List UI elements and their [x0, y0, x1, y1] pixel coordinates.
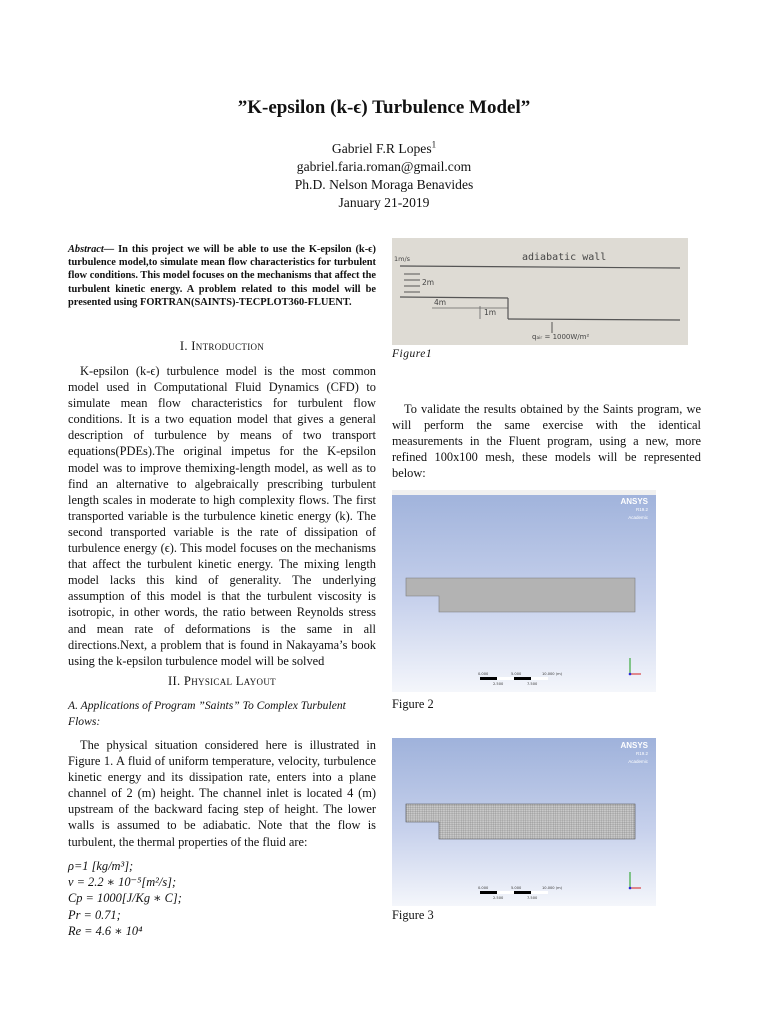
advisor-name: Ph.D. Nelson Moraga Benavides — [294, 177, 474, 192]
wall-heat-flux-label: qₐᵢᵣ = 1000W/m² — [532, 333, 590, 341]
fig3-scale-2-5: 2.500 — [493, 896, 504, 900]
abstract-text: In this project we will be able to use the K-epsilon (k-ϵ) turbulence model,to simulate mean flow characteristics for turbulent flow conditions. This model focuses on the mechanisms that affect the turbulent kinetic energy. A problem related to this model will be presented using FORTRAN(SAINTS)-TECPLOT360-FLUENT. — [68, 244, 376, 308]
paper-date: January 21-2019 — [338, 195, 430, 210]
figure-1-sketch — [392, 238, 688, 345]
ansys-logo: ANSYS R19.2 Academic — [620, 497, 648, 520]
figure-3-caption: Figure 3 — [392, 908, 434, 922]
adiabatic-wall-label: adiabatic wall — [522, 252, 607, 263]
viscosity-equation: v = 2.2 ∗ 10⁻⁵[m²/s]; — [68, 875, 177, 890]
prandtl-equation: Pr = 0.71; — [68, 907, 121, 922]
physical-layout-paragraph: The physical situation considered here is illustrated in Figure 1. A fluid of uniform temperature, velocity, turbulence kinetic energy and its dissipation rate, enters into a plane channel of 2 (m) height. The channel inlet is located 4 (m) upstream of the backward facing step of height. The lower walls is assumed to be adiabatic. Note that the flow is turbulent, the thermal properties of the fluid are: — [68, 738, 376, 849]
section-heading-physical-layout: II. Physical Layout — [168, 674, 276, 688]
inlet-length-label: 4m — [434, 298, 447, 307]
fig3-scale-10: 10.000 (m) — [542, 886, 563, 890]
fig2-scale-0: 0.000 — [478, 672, 489, 676]
figure-1-caption: Figure1 — [392, 348, 433, 360]
figure-2-caption: Figure 2 — [392, 697, 434, 711]
abstract — [68, 243, 376, 309]
author-block — [0, 140, 768, 212]
author-name: Gabriel F.R Lopes$^1$ — [331, 139, 437, 156]
step-height-label: 1m — [484, 308, 497, 317]
section-heading-introduction: I. Introduction — [179, 339, 265, 353]
fig3-scale-7-5: 7.500 — [527, 896, 538, 900]
fig2-scale-2-5: 2.500 — [493, 682, 504, 686]
abstract-lead: Abstract— — [68, 244, 115, 255]
reynolds-equation: Re = 4.6 ∗ 10⁴ — [68, 923, 143, 938]
fig2-scale-10: 10.000 (m) — [542, 672, 563, 676]
specific-heat-equation: Cp = 1000[J/Kg ∗ C]; — [68, 891, 182, 906]
inlet-velocity-label: 1m/s — [394, 255, 411, 263]
introduction-paragraph: K-epsilon (k-ϵ) turbulence model is the most common model used in Computational Fluid Dynamics (CFD) to simulate mean flow characteristics for turbulent flow conditions. It is a two equation model that gives a general description of turbulence by means of two transport equations(PDEs).The original impetus for the K-epsilon model was to improve themixing-length model, as well as to find an alternative to algebraically prescribing turbulent length scales in moderate to high complexity flows. The first transported variable is the turbulence kinetic energy (k). The second transported variable is the rate of dissipation of turbulence energy (ϵ). This model focuses on the mechanisms that affect the turbulent kinetic energy. The mixing length model lacks this kind of generality. The underlying assumption of this model is that the turbulent viscosity is isotropic, in other words, the ratio between Reynolds stress and mean rate of deformations is the same in all directions.Next, a problem that is found in Nakayama’s book using the k-epsilon turbulence model will be solved — [68, 364, 376, 668]
mesh-svg — [392, 738, 656, 906]
channel-height-label: 2m — [422, 278, 435, 287]
paper-title: ”K-epsilon (k-ϵ) Turbulence Model” — [237, 97, 531, 118]
channel-sketch-drawing — [392, 238, 688, 345]
subsection-heading-applications: A. Applications of Program ”Saints” To Complex Turbulent Flows: — [68, 699, 346, 728]
fig3-scale-0: 0.000 — [478, 886, 489, 890]
fig2-scale-7-5: 7.500 — [527, 682, 538, 686]
fluid-properties — [68, 858, 376, 939]
figure-3-ansys-mesh — [392, 738, 656, 906]
geometry-svg — [392, 490, 656, 692]
ansys-logo: ANSYS R19.2 Academic — [620, 741, 648, 764]
density-equation: ρ=1 [kg/m³]; — [68, 859, 134, 873]
author-email: gabriel.faria.roman@gmail.com — [296, 159, 472, 174]
fig2-scale-5: 5.000 — [511, 672, 522, 676]
fig3-scale-5: 5.000 — [511, 886, 522, 890]
validation-paragraph: To validate the results obtained by the Saints program, we will perform the same exercise with the identical measurements in the Fluent program, using a new, more refined 100x100 mesh, these models will be represented below: — [392, 402, 701, 481]
figure-2-ansys-geometry — [392, 490, 656, 692]
